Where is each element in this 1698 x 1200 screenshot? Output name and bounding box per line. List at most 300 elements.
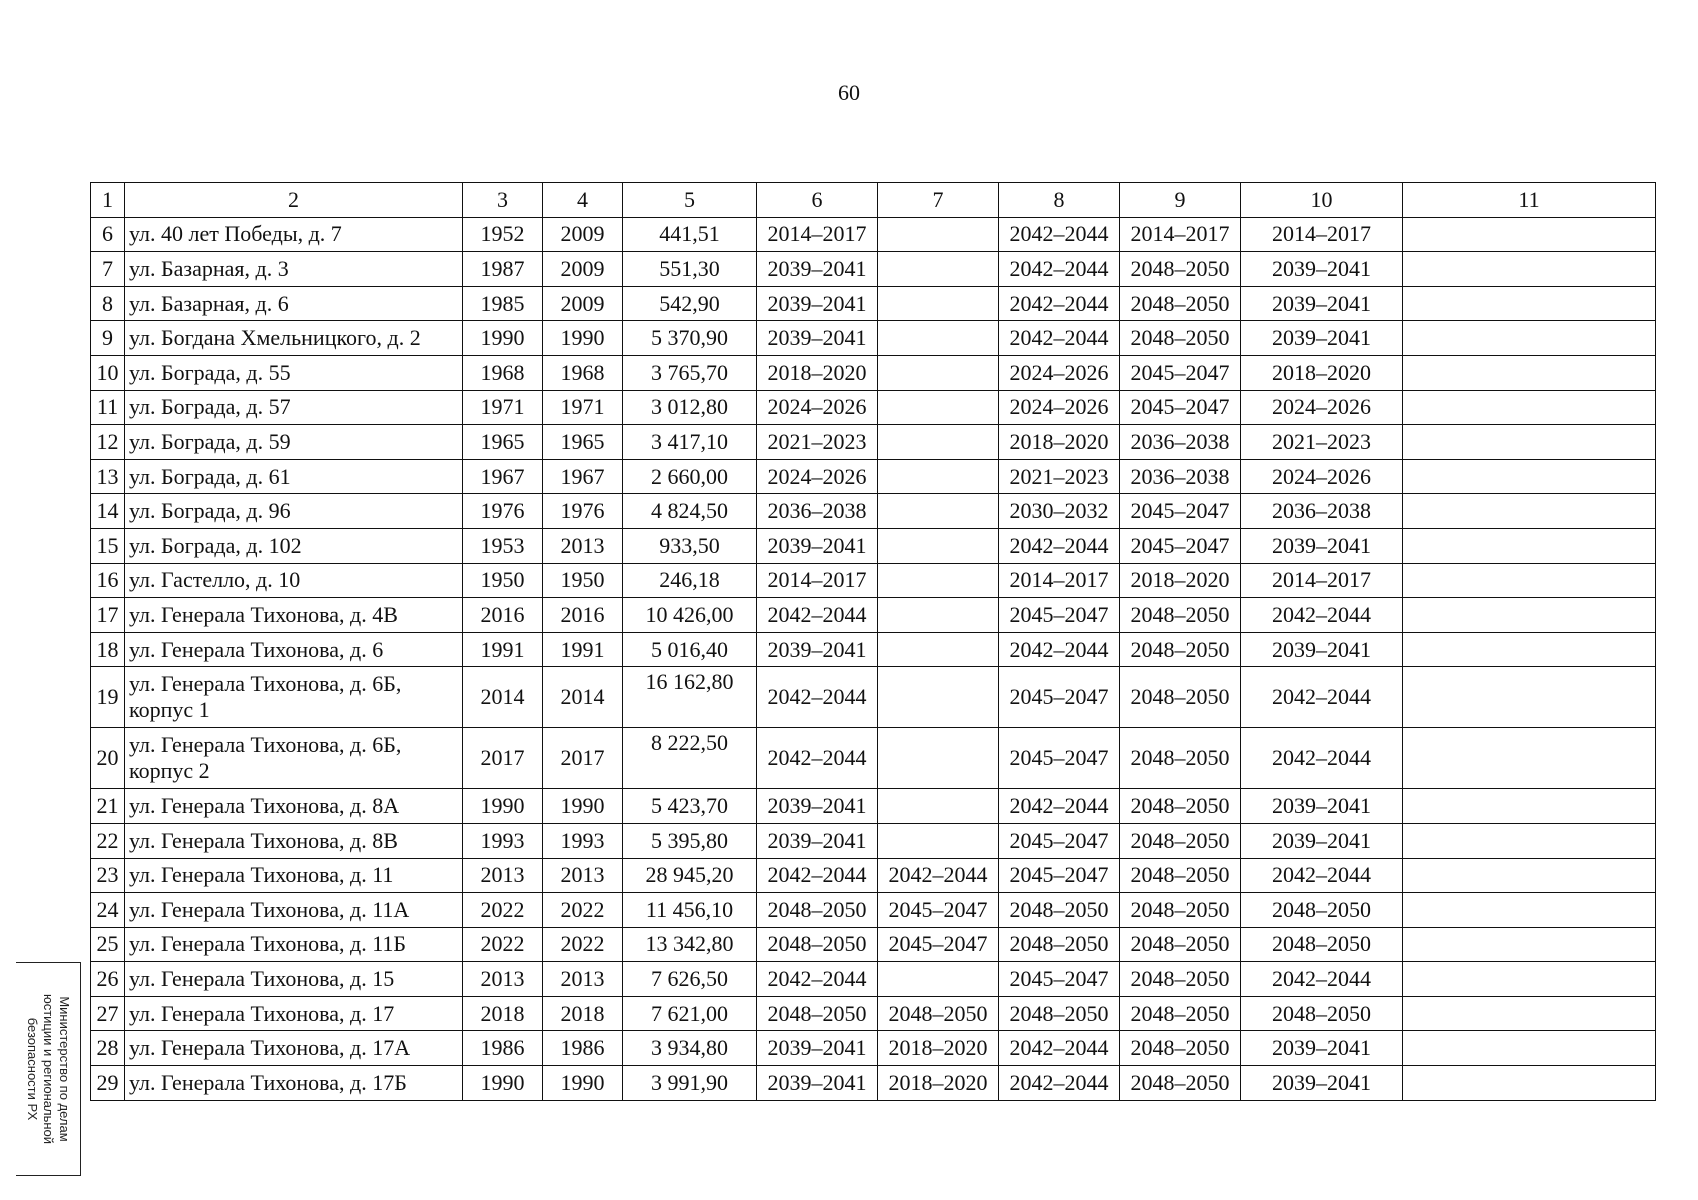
period-cell: 2039–2041 [757, 1031, 878, 1066]
period-cell: 2021–2023 [999, 459, 1120, 494]
period-cell: 2039–2041 [757, 286, 878, 321]
empty-cell [1403, 459, 1656, 494]
table-row [91, 598, 1656, 633]
empty-cell [1403, 632, 1656, 667]
table-row [91, 321, 1656, 356]
period-cell: 2014–2017 [1241, 217, 1403, 252]
period-cell: 2039–2041 [1241, 789, 1403, 824]
period-cell [878, 667, 999, 728]
period-cell [878, 217, 999, 252]
period-cell: 2042–2044 [757, 728, 878, 789]
address-cell: ул. Генерала Тихонова, д. 4В [125, 598, 463, 633]
address-cell: ул. Генерала Тихонова, д. 17 [125, 996, 463, 1031]
address-cell: ул. Генерала Тихонова, д. 17А [125, 1031, 463, 1066]
table-row [91, 858, 1656, 893]
empty-cell [1403, 286, 1656, 321]
period-cell: 2018–2020 [757, 355, 878, 390]
year-cell: 1965 [463, 425, 543, 460]
table-body [91, 217, 1656, 1100]
empty-cell [1403, 1066, 1656, 1101]
period-cell [878, 286, 999, 321]
period-cell: 2048–2050 [1120, 927, 1241, 962]
period-cell: 2039–2041 [757, 789, 878, 824]
row-number-cell: 28 [91, 1031, 125, 1066]
period-cell: 2024–2026 [757, 459, 878, 494]
table-row [91, 893, 1656, 928]
period-cell: 2042–2044 [878, 858, 999, 893]
address-cell: ул. 40 лет Победы, д. 7 [125, 217, 463, 252]
address-cell: ул. Генерала Тихонова, д. 8А [125, 789, 463, 824]
table-row [91, 286, 1656, 321]
column-header: 5 [623, 183, 757, 218]
empty-cell [1403, 528, 1656, 563]
stamp-line: Министерство по делам [57, 996, 72, 1142]
table-row [91, 494, 1656, 529]
address-cell: ул. Бограда, д. 61 [125, 459, 463, 494]
period-cell: 2036–2038 [757, 494, 878, 529]
period-cell: 2042–2044 [757, 667, 878, 728]
address-cell: ул. Генерала Тихонова, д. 6Б, корпус 1 [125, 667, 463, 728]
period-cell: 2048–2050 [1120, 858, 1241, 893]
table-row [91, 632, 1656, 667]
empty-cell [1403, 728, 1656, 789]
row-number-cell: 10 [91, 355, 125, 390]
year-cell: 2009 [543, 286, 623, 321]
year-cell: 1971 [543, 390, 623, 425]
row-number-cell: 9 [91, 321, 125, 356]
year-cell: 2013 [463, 962, 543, 997]
period-cell [878, 494, 999, 529]
year-cell: 2016 [463, 598, 543, 633]
period-cell: 2024–2026 [1241, 459, 1403, 494]
year-cell: 1993 [463, 823, 543, 858]
year-cell: 1986 [543, 1031, 623, 1066]
year-cell: 2017 [463, 728, 543, 789]
area-cell: 441,51 [623, 217, 757, 252]
table-row [91, 927, 1656, 962]
table-row [91, 217, 1656, 252]
period-cell: 2018–2020 [1241, 355, 1403, 390]
year-cell: 2009 [543, 252, 623, 287]
period-cell: 2048–2050 [1120, 286, 1241, 321]
area-cell: 3 012,80 [623, 390, 757, 425]
address-cell: ул. Генерала Тихонова, д. 8В [125, 823, 463, 858]
period-cell: 2024–2026 [999, 390, 1120, 425]
table-row [91, 252, 1656, 287]
empty-cell [1403, 390, 1656, 425]
period-cell [878, 321, 999, 356]
table-row [91, 528, 1656, 563]
period-cell: 2039–2041 [757, 632, 878, 667]
row-number-cell: 6 [91, 217, 125, 252]
row-number-cell: 16 [91, 563, 125, 598]
period-cell: 2045–2047 [1120, 390, 1241, 425]
period-cell [878, 563, 999, 598]
column-header: 8 [999, 183, 1120, 218]
column-header: 4 [543, 183, 623, 218]
row-number-cell: 22 [91, 823, 125, 858]
area-cell: 3 417,10 [623, 425, 757, 460]
row-number-cell: 8 [91, 286, 125, 321]
area-cell: 3 934,80 [623, 1031, 757, 1066]
address-cell: ул. Богдана Хмельницкого, д. 2 [125, 321, 463, 356]
area-cell: 28 945,20 [623, 858, 757, 893]
period-cell [878, 728, 999, 789]
column-header: 1 [91, 183, 125, 218]
period-cell: 2039–2041 [1241, 1031, 1403, 1066]
period-cell: 2048–2050 [1241, 996, 1403, 1031]
table-row [91, 823, 1656, 858]
period-cell: 2014–2017 [999, 563, 1120, 598]
column-header: 2 [125, 183, 463, 218]
period-cell: 2039–2041 [1241, 632, 1403, 667]
period-cell: 2014–2017 [1241, 563, 1403, 598]
period-cell: 2042–2044 [999, 1031, 1120, 1066]
year-cell: 1971 [463, 390, 543, 425]
year-cell: 1990 [463, 1066, 543, 1101]
row-number-cell: 19 [91, 667, 125, 728]
period-cell: 2045–2047 [1120, 355, 1241, 390]
row-number-cell: 11 [91, 390, 125, 425]
year-cell: 1968 [463, 355, 543, 390]
period-cell: 2045–2047 [999, 728, 1120, 789]
period-cell: 2042–2044 [999, 528, 1120, 563]
year-cell: 1990 [543, 1066, 623, 1101]
address-cell: ул. Базарная, д. 3 [125, 252, 463, 287]
table-row [91, 1066, 1656, 1101]
year-cell: 2014 [543, 667, 623, 728]
year-cell: 1987 [463, 252, 543, 287]
year-cell: 1965 [543, 425, 623, 460]
address-cell: ул. Генерала Тихонова, д. 6 [125, 632, 463, 667]
period-cell: 2042–2044 [999, 286, 1120, 321]
year-cell: 1990 [463, 321, 543, 356]
stamp-line: юстиции и региональной [41, 993, 56, 1145]
period-cell: 2024–2026 [999, 355, 1120, 390]
period-cell: 2048–2050 [757, 996, 878, 1031]
stamp-text [24, 966, 72, 1172]
year-cell: 1950 [543, 563, 623, 598]
period-cell: 2042–2044 [1241, 598, 1403, 633]
area-cell: 10 426,00 [623, 598, 757, 633]
address-cell: ул. Генерала Тихонова, д. 6Б, корпус 2 [125, 728, 463, 789]
year-cell: 1967 [463, 459, 543, 494]
address-cell: ул. Бограда, д. 57 [125, 390, 463, 425]
area-cell: 5 016,40 [623, 632, 757, 667]
period-cell: 2048–2050 [1120, 789, 1241, 824]
table-row [91, 789, 1656, 824]
period-cell: 2042–2044 [999, 789, 1120, 824]
row-number-cell: 25 [91, 927, 125, 962]
period-cell: 2042–2044 [1241, 667, 1403, 728]
period-cell: 2048–2050 [999, 927, 1120, 962]
row-number-cell: 7 [91, 252, 125, 287]
address-cell: ул. Бограда, д. 59 [125, 425, 463, 460]
period-cell: 2039–2041 [757, 1066, 878, 1101]
row-number-cell: 15 [91, 528, 125, 563]
period-cell: 2042–2044 [757, 962, 878, 997]
period-cell: 2018–2020 [999, 425, 1120, 460]
area-cell: 16 162,80 [623, 667, 757, 728]
table-row [91, 425, 1656, 460]
row-number-cell: 12 [91, 425, 125, 460]
period-cell [878, 962, 999, 997]
table-row [91, 728, 1656, 789]
period-cell: 2018–2020 [878, 1031, 999, 1066]
empty-cell [1403, 563, 1656, 598]
period-cell: 2018–2020 [1120, 563, 1241, 598]
area-cell: 7 621,00 [623, 996, 757, 1031]
year-cell: 2013 [463, 858, 543, 893]
row-number-cell: 26 [91, 962, 125, 997]
period-cell: 2042–2044 [999, 1066, 1120, 1101]
period-cell: 2042–2044 [757, 598, 878, 633]
period-cell: 2039–2041 [757, 252, 878, 287]
year-cell: 1976 [543, 494, 623, 529]
period-cell: 2039–2041 [1241, 286, 1403, 321]
empty-cell [1403, 598, 1656, 633]
year-cell: 2013 [543, 962, 623, 997]
period-cell: 2039–2041 [1241, 321, 1403, 356]
column-header: 7 [878, 183, 999, 218]
period-cell [878, 632, 999, 667]
ministry-stamp [16, 962, 81, 1176]
area-cell: 4 824,50 [623, 494, 757, 529]
address-cell: ул. Генерала Тихонова, д. 11 [125, 858, 463, 893]
empty-cell [1403, 667, 1656, 728]
address-cell: ул. Бограда, д. 96 [125, 494, 463, 529]
period-cell: 2048–2050 [1120, 823, 1241, 858]
year-cell: 1991 [463, 632, 543, 667]
year-cell: 1950 [463, 563, 543, 598]
period-cell: 2036–2038 [1120, 425, 1241, 460]
period-cell: 2042–2044 [999, 632, 1120, 667]
period-cell: 2048–2050 [757, 893, 878, 928]
period-cell: 2048–2050 [1120, 667, 1241, 728]
column-header: 11 [1403, 183, 1656, 218]
empty-cell [1403, 1031, 1656, 1066]
area-cell: 2 660,00 [623, 459, 757, 494]
table-header-row [91, 183, 1656, 218]
period-cell: 2014–2017 [757, 217, 878, 252]
year-cell: 1990 [543, 789, 623, 824]
period-cell: 2039–2041 [1241, 1066, 1403, 1101]
period-cell: 2030–2032 [999, 494, 1120, 529]
year-cell: 1993 [543, 823, 623, 858]
period-cell: 2048–2050 [1120, 632, 1241, 667]
period-cell [878, 459, 999, 494]
period-cell [878, 252, 999, 287]
empty-cell [1403, 321, 1656, 356]
period-cell: 2048–2050 [1241, 893, 1403, 928]
table-row [91, 355, 1656, 390]
period-cell: 2039–2041 [757, 528, 878, 563]
row-number-cell: 18 [91, 632, 125, 667]
year-cell: 1990 [463, 789, 543, 824]
period-cell: 2045–2047 [999, 858, 1120, 893]
period-cell: 2045–2047 [1120, 494, 1241, 529]
period-cell: 2042–2044 [999, 252, 1120, 287]
area-cell: 5 395,80 [623, 823, 757, 858]
address-cell: ул. Базарная, д. 6 [125, 286, 463, 321]
row-number-cell: 23 [91, 858, 125, 893]
year-cell: 2014 [463, 667, 543, 728]
address-cell: ул. Гастелло, д. 10 [125, 563, 463, 598]
period-cell: 2048–2050 [1120, 728, 1241, 789]
year-cell: 2013 [543, 528, 623, 563]
row-number-cell: 27 [91, 996, 125, 1031]
period-cell: 2048–2050 [1120, 962, 1241, 997]
period-cell: 2042–2044 [999, 217, 1120, 252]
period-cell [878, 390, 999, 425]
column-header: 3 [463, 183, 543, 218]
year-cell: 1990 [543, 321, 623, 356]
table-row [91, 667, 1656, 728]
area-cell: 933,50 [623, 528, 757, 563]
year-cell: 2016 [543, 598, 623, 633]
period-cell [878, 425, 999, 460]
period-cell: 2045–2047 [999, 667, 1120, 728]
period-cell: 2039–2041 [757, 321, 878, 356]
year-cell: 2018 [543, 996, 623, 1031]
year-cell: 2018 [463, 996, 543, 1031]
table-row [91, 390, 1656, 425]
address-cell: ул. Генерала Тихонова, д. 17Б [125, 1066, 463, 1101]
row-number-cell: 14 [91, 494, 125, 529]
table-row [91, 996, 1656, 1031]
period-cell: 2042–2044 [1241, 728, 1403, 789]
period-cell [878, 355, 999, 390]
period-cell: 2048–2050 [999, 996, 1120, 1031]
period-cell: 2048–2050 [1120, 598, 1241, 633]
area-cell: 11 456,10 [623, 893, 757, 928]
empty-cell [1403, 962, 1656, 997]
period-cell: 2045–2047 [999, 823, 1120, 858]
empty-cell [1403, 927, 1656, 962]
column-header: 9 [1120, 183, 1241, 218]
year-cell: 1985 [463, 286, 543, 321]
year-cell: 1952 [463, 217, 543, 252]
area-cell: 246,18 [623, 563, 757, 598]
empty-cell [1403, 494, 1656, 529]
year-cell: 2022 [463, 927, 543, 962]
year-cell: 2017 [543, 728, 623, 789]
row-number-cell: 29 [91, 1066, 125, 1101]
period-cell: 2048–2050 [999, 893, 1120, 928]
table-row [91, 962, 1656, 997]
area-cell: 13 342,80 [623, 927, 757, 962]
period-cell: 2042–2044 [1241, 962, 1403, 997]
period-cell: 2036–2038 [1241, 494, 1403, 529]
period-cell: 2048–2050 [757, 927, 878, 962]
empty-cell [1403, 858, 1656, 893]
period-cell: 2014–2017 [1120, 217, 1241, 252]
area-cell: 7 626,50 [623, 962, 757, 997]
area-cell: 3 765,70 [623, 355, 757, 390]
address-cell: ул. Бограда, д. 102 [125, 528, 463, 563]
row-number-cell: 13 [91, 459, 125, 494]
period-cell: 2048–2050 [1120, 893, 1241, 928]
repair-schedule-table [90, 182, 1656, 1101]
year-cell: 1986 [463, 1031, 543, 1066]
address-cell: ул. Генерала Тихонова, д. 11А [125, 893, 463, 928]
year-cell: 2022 [543, 893, 623, 928]
period-cell: 2021–2023 [1241, 425, 1403, 460]
address-cell: ул. Генерала Тихонова, д. 15 [125, 962, 463, 997]
period-cell: 2024–2026 [1241, 390, 1403, 425]
address-cell: ул. Бограда, д. 55 [125, 355, 463, 390]
period-cell: 2048–2050 [1120, 321, 1241, 356]
year-cell: 2009 [543, 217, 623, 252]
row-number-cell: 21 [91, 789, 125, 824]
empty-cell [1403, 996, 1656, 1031]
period-cell: 2021–2023 [757, 425, 878, 460]
year-cell: 2013 [543, 858, 623, 893]
period-cell: 2045–2047 [999, 598, 1120, 633]
year-cell: 1991 [543, 632, 623, 667]
table-row [91, 563, 1656, 598]
row-number-cell: 24 [91, 893, 125, 928]
area-cell: 5 423,70 [623, 789, 757, 824]
period-cell: 2045–2047 [999, 962, 1120, 997]
area-cell: 3 991,90 [623, 1066, 757, 1101]
period-cell [878, 789, 999, 824]
period-cell: 2045–2047 [878, 893, 999, 928]
address-cell: ул. Генерала Тихонова, д. 11Б [125, 927, 463, 962]
period-cell: 2042–2044 [999, 321, 1120, 356]
period-cell: 2048–2050 [1120, 996, 1241, 1031]
period-cell: 2039–2041 [1241, 823, 1403, 858]
period-cell: 2036–2038 [1120, 459, 1241, 494]
empty-cell [1403, 252, 1656, 287]
period-cell: 2039–2041 [1241, 252, 1403, 287]
area-cell: 5 370,90 [623, 321, 757, 356]
row-number-cell: 20 [91, 728, 125, 789]
column-header: 10 [1241, 183, 1403, 218]
year-cell: 1953 [463, 528, 543, 563]
period-cell: 2045–2047 [1120, 528, 1241, 563]
period-cell: 2042–2044 [1241, 858, 1403, 893]
stamp-line: безопасности РХ [25, 1017, 40, 1121]
area-cell: 551,30 [623, 252, 757, 287]
empty-cell [1403, 789, 1656, 824]
year-cell: 1976 [463, 494, 543, 529]
year-cell: 2022 [543, 927, 623, 962]
table-row [91, 459, 1656, 494]
empty-cell [1403, 355, 1656, 390]
row-number-cell: 17 [91, 598, 125, 633]
empty-cell [1403, 893, 1656, 928]
period-cell [878, 823, 999, 858]
area-cell: 8 222,50 [623, 728, 757, 789]
period-cell: 2039–2041 [1241, 528, 1403, 563]
table-row [91, 1031, 1656, 1066]
period-cell: 2048–2050 [1241, 927, 1403, 962]
period-cell: 2042–2044 [757, 858, 878, 893]
period-cell: 2014–2017 [757, 563, 878, 598]
period-cell: 2048–2050 [1120, 252, 1241, 287]
empty-cell [1403, 425, 1656, 460]
empty-cell [1403, 823, 1656, 858]
period-cell: 2024–2026 [757, 390, 878, 425]
period-cell: 2048–2050 [878, 996, 999, 1031]
period-cell: 2039–2041 [757, 823, 878, 858]
page-number: 60 [838, 80, 860, 105]
period-cell [878, 598, 999, 633]
period-cell: 2045–2047 [878, 927, 999, 962]
year-cell: 2022 [463, 893, 543, 928]
year-cell: 1967 [543, 459, 623, 494]
